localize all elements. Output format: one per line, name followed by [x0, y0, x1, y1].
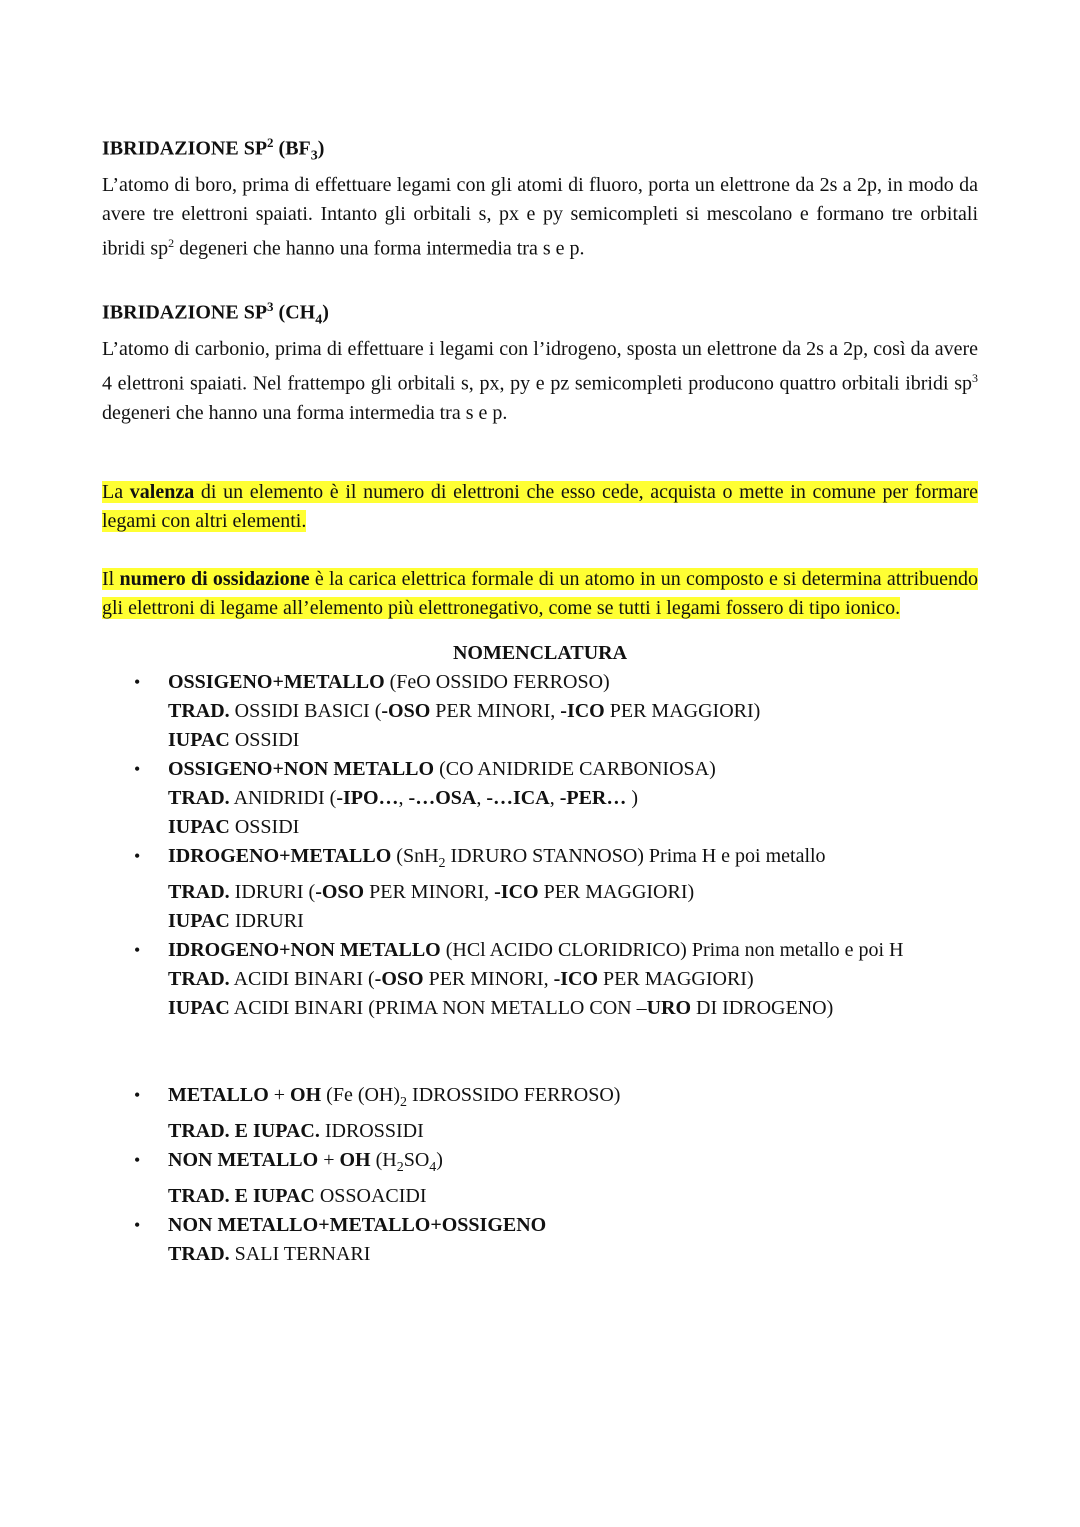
sp2-heading-formula: (BF — [273, 137, 311, 160]
trad-text: PER MAGGIORI) — [598, 967, 754, 990]
ossidazione-paragraph — [102, 565, 978, 623]
suffix: -IPO… — [336, 786, 399, 809]
item-head: NON METALLO — [168, 1148, 319, 1171]
item-example: ) — [436, 1148, 443, 1171]
trad-label: TRAD. — [168, 880, 230, 903]
valenza-highlight — [102, 481, 978, 532]
sp2-heading — [102, 128, 978, 171]
item-head: OH — [290, 1083, 322, 1106]
sp2-heading-sub: 3 — [310, 148, 318, 164]
trad-text: OSSOACIDI — [314, 1184, 427, 1207]
suffix: -OSO — [315, 880, 365, 903]
item-example: (CO ANIDRIDE CARBONIOSA) — [434, 757, 716, 780]
sp3-paragraph — [102, 335, 978, 428]
nomenclatura-title: NOMENCLATURA — [452, 641, 628, 664]
trad-text: PER MINORI, — [430, 699, 561, 722]
trad-label: TRAD. — [168, 699, 230, 722]
sp2-heading-text: IBRIDAZIONE SP — [102, 137, 268, 160]
bullet-icon: • — [134, 758, 141, 779]
item-example-sub: 4 — [429, 1159, 437, 1175]
trad-text: , — [549, 786, 560, 809]
item-head: OSSIGENO+NON METALLO — [168, 757, 435, 780]
item-head: OSSIGENO+METALLO — [168, 670, 385, 693]
sp3-heading-text: IBRIDAZIONE SP — [102, 301, 268, 324]
item-head: IDROGENO+METALLO — [168, 844, 392, 867]
ossidazione-pre: Il — [102, 567, 120, 590]
item-example: SO — [403, 1148, 430, 1171]
item-example: IDROSSIDO FERROSO) — [407, 1083, 621, 1106]
suffix: -OSO — [381, 699, 431, 722]
sp3-heading-sub: 4 — [315, 312, 323, 328]
sp2-heading-close: ) — [317, 137, 325, 160]
suffix: -…ICA — [486, 786, 550, 809]
item-example: (FeO OSSIDO FERROSO) — [384, 670, 610, 693]
trad-text: ANIDRIDI ( — [229, 786, 337, 809]
sp3-text-2: degeneri che hanno una forma intermedia tra s e p. — [102, 401, 508, 424]
suffix: -ICO — [560, 699, 605, 722]
suffix: -PER… — [559, 786, 627, 809]
item-example-sub: 2 — [438, 855, 446, 871]
item-example: (H — [370, 1148, 397, 1171]
trad-label: TRAD. E IUPAC. — [168, 1119, 320, 1142]
sp3-heading-formula: (CH — [273, 301, 316, 324]
sp3-heading — [102, 292, 978, 335]
spacer — [102, 263, 978, 292]
iupac-label: IUPAC — [168, 996, 230, 1019]
sp2-text-2: degeneri che hanno una forma intermedia tra s e p. — [174, 237, 585, 260]
item-example-sub: 2 — [400, 1094, 408, 1110]
sp3-heading-sup: 3 — [267, 299, 274, 315]
list-item — [102, 936, 978, 1023]
item-head: OH — [339, 1148, 371, 1171]
suffix: URO — [646, 996, 692, 1019]
iupac-text: DI IDROGENO) — [691, 996, 834, 1019]
nomenclatura-list — [102, 668, 978, 1023]
spacer — [102, 1023, 978, 1081]
nomenclatura-list-2 — [102, 1081, 978, 1269]
trad-text: , — [476, 786, 487, 809]
sp3-heading-close: ) — [322, 301, 329, 324]
trad-text: PER MINORI, — [423, 967, 554, 990]
iupac-label: IUPAC — [168, 728, 230, 751]
sp3-text-sup: 3 — [972, 370, 978, 385]
sp2-paragraph — [102, 171, 978, 264]
ossidazione-term: numero di ossidazione — [119, 567, 310, 590]
sp2-text-1: L’atomo di boro, prima di effettuare legami con gli atomi di fluoro, porta un elettrone da 2s a 2p, in modo da avere tre elettroni spaiati. Intanto gli orbitali s, px e py semicompleti si mescolano e formano tre orbitali ibridi sp — [102, 173, 978, 260]
trad-text: PER MINORI, — [364, 880, 495, 903]
bullet-icon: • — [134, 939, 141, 960]
trad-text: ACIDI BINARI ( — [229, 967, 375, 990]
list-item — [102, 668, 978, 755]
valenza-pre: La — [102, 480, 130, 503]
spacer — [102, 536, 978, 565]
trad-text: SALI TERNARI — [229, 1242, 371, 1265]
item-head: IDROGENO+NON METALLO — [168, 938, 441, 961]
trad-label: TRAD. — [168, 967, 230, 990]
sp2-text-sup: 2 — [168, 235, 175, 250]
list-item — [102, 1081, 978, 1146]
plus-sign: + — [268, 1083, 291, 1106]
iupac-text: ACIDI BINARI (PRIMA NON METALLO CON – — [229, 996, 647, 1019]
bullet-icon: • — [134, 671, 141, 692]
suffix: -ICO — [553, 967, 599, 990]
trad-text: PER MAGGIORI) — [604, 699, 761, 722]
item-example: IDRURO STANNOSO) Prima H e poi metallo — [445, 844, 826, 867]
trad-label: TRAD. E IUPAC — [168, 1184, 315, 1207]
plus-sign: + — [318, 1148, 340, 1171]
item-example: (HCl ACIDO CLORIDRICO) Prima non metallo e poi H — [440, 938, 904, 961]
trad-text: PER MAGGIORI) — [538, 880, 695, 903]
list-item — [102, 842, 978, 936]
bullet-icon: • — [134, 1214, 141, 1235]
suffix: -OSO — [374, 967, 424, 990]
trad-text: , — [398, 786, 409, 809]
valenza-definition: di un elemento è il numero di elettroni che esso cede, acquista o mette in comune per formare legami con altri elementi. — [102, 480, 978, 532]
trad-text: ) — [626, 786, 639, 809]
list-item — [102, 1146, 978, 1211]
trad-text: IDRURI ( — [229, 880, 316, 903]
document-content — [102, 128, 978, 1269]
valenza-paragraph — [102, 478, 978, 536]
trad-text: OSSIDI BASICI ( — [229, 699, 382, 722]
list-item — [102, 1211, 978, 1269]
iupac-label: IUPAC — [168, 909, 230, 932]
trad-label: TRAD. — [168, 786, 230, 809]
sp3-text-1: L’atomo di carbonio, prima di effettuare i legami con l’idrogeno, sposta un elettrone da 2s a 2p, così da avere 4 elettroni spaiati. Nel frattempo gli orbitali s, px, py e pz semicompleti producono quattro orbitali ibridi sp — [102, 337, 978, 395]
sp2-heading-sup: 2 — [267, 135, 274, 150]
item-example-sub: 2 — [396, 1159, 404, 1175]
iupac-label: IUPAC — [168, 815, 230, 838]
iupac-text: OSSIDI — [229, 728, 300, 751]
iupac-text: IDRURI — [229, 909, 304, 932]
iupac-text: OSSIDI — [229, 815, 300, 838]
item-example: (Fe (OH) — [321, 1083, 401, 1106]
list-item — [102, 755, 978, 842]
suffix: -ICO — [494, 880, 539, 903]
trad-label: TRAD. — [168, 1242, 230, 1265]
ossidazione-definition: è la carica elettrica formale di un atomo in un composto e si determina attribuendo gli elettroni di legame all’elemento più elettronegativo, come se tutti i legami fossero di tipo ionico. — [102, 567, 979, 619]
trad-text: IDROSSIDI — [319, 1119, 424, 1142]
suffix: -…OSA — [408, 786, 477, 809]
ossidazione-highlight — [102, 568, 978, 619]
bullet-icon: • — [134, 1084, 141, 1105]
item-head: NON METALLO+METALLO+OSSIGENO — [168, 1213, 547, 1236]
item-example: (SnH — [391, 844, 439, 867]
bullet-icon: • — [134, 1149, 141, 1170]
valenza-term: valenza — [129, 480, 195, 503]
spacer — [102, 428, 978, 478]
bullet-icon: • — [134, 845, 141, 866]
item-head: METALLO — [168, 1083, 269, 1106]
